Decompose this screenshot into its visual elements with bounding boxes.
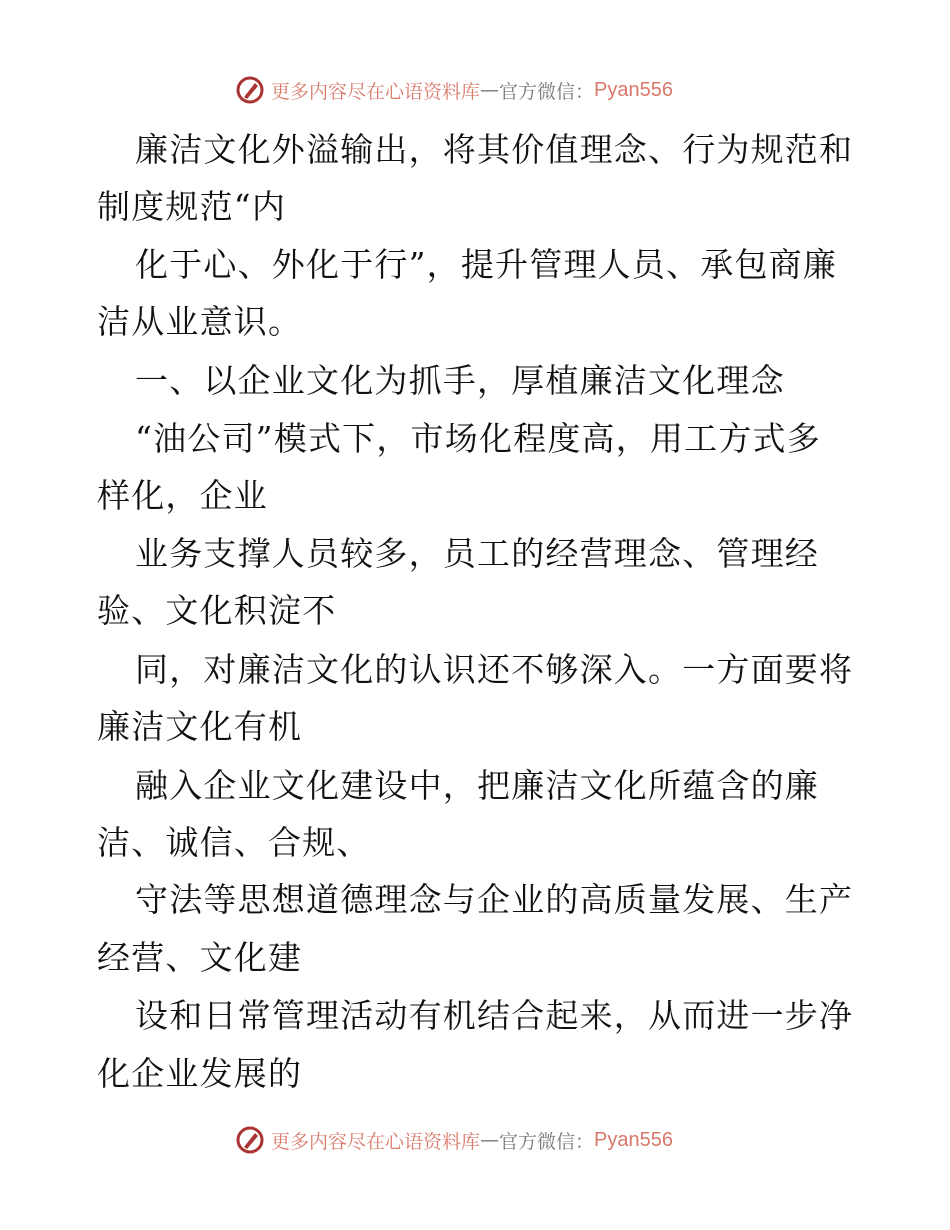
text-line: 设和日常管理活动有机结合起来，从而进一步净 (135, 996, 854, 1035)
text-line: 廉洁文化外溢输出，将其价值理念、行为规范和 (135, 130, 854, 169)
header-dash: — (480, 79, 500, 101)
text-line: 制度规范“内 (97, 187, 287, 226)
text-line: 经营、文化建 (97, 938, 303, 977)
text-line: 洁、诚信、合规、 (97, 823, 371, 862)
header-site-text: 更多内容尽在心语资料库 (271, 80, 481, 103)
text-line: 融入企业文化建设中，把廉洁文化所蕴含的廉 (135, 766, 819, 805)
text-line: 廉洁文化有机 (97, 707, 303, 746)
footer-dash: — (480, 1129, 500, 1151)
text-line: 样化，企业 (97, 476, 268, 515)
text-line: “油公司”模式下，市场化程度高，用工方式多 (135, 419, 821, 458)
footer-wechat-label: 官方微信： (499, 1130, 595, 1153)
page-footer-watermark (235, 1122, 673, 1158)
page-header-watermark (235, 72, 673, 108)
text-line: 守法等思想道德理念与企业的高质量发展、生产 (135, 880, 854, 919)
section-heading: 一、以企业文化为抓手，厚植廉洁文化理念 (135, 361, 785, 400)
footer-wechat-id: Pyan556 (594, 1128, 673, 1151)
text-line: 化企业发展的 (97, 1054, 303, 1093)
text-line: 化于心、外化于行”，提升管理人员、承包商廉 (135, 245, 838, 284)
header-wechat-label: 官方微信： (499, 80, 595, 103)
text-line: 验、文化积淀不 (97, 591, 337, 630)
pen-logo-icon (235, 75, 265, 105)
text-line: 业务支撑人员较多，员工的经营理念、管理经 (135, 534, 819, 573)
footer-site-text: 更多内容尽在心语资料库 (271, 1130, 481, 1153)
text-line: 洁从业意识。 (97, 302, 303, 341)
pen-logo-icon (235, 1125, 265, 1155)
text-line: 同，对廉洁文化的认识还不够深入。一方面要将 (135, 650, 854, 689)
header-wechat-id: Pyan556 (594, 78, 673, 101)
